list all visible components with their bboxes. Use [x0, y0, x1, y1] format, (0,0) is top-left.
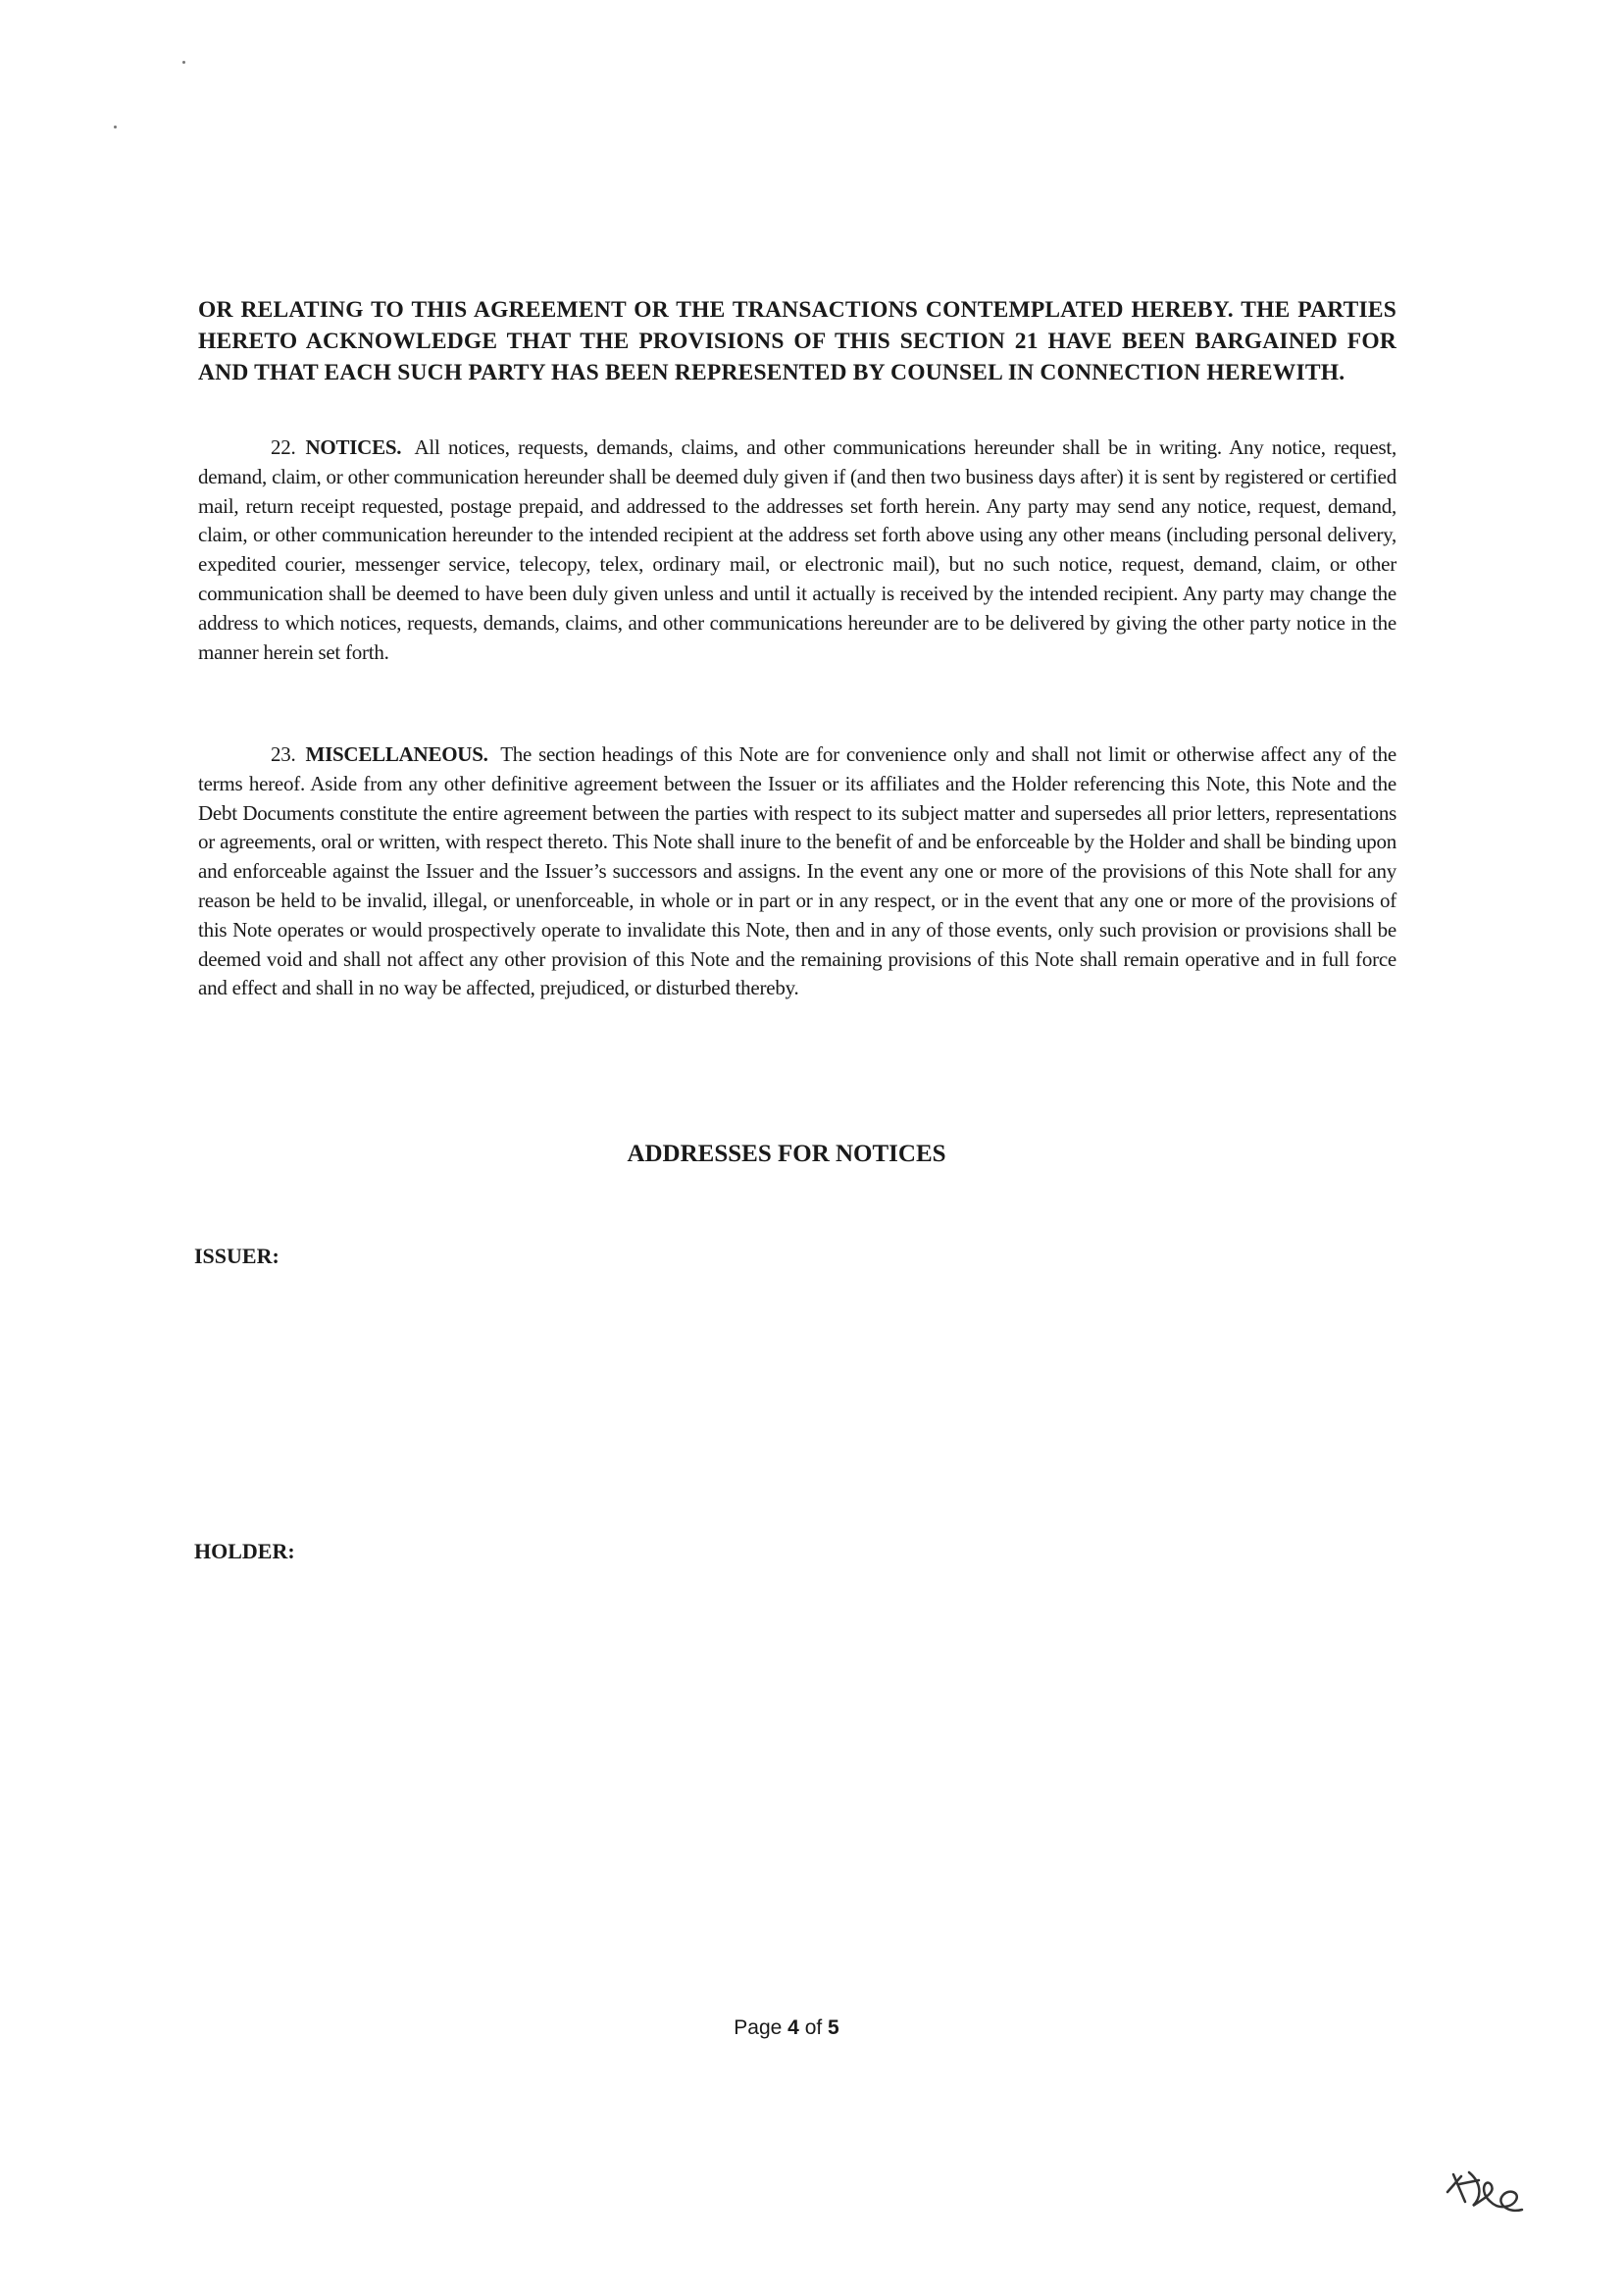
scan-speck: [114, 126, 117, 128]
page-current: 4: [787, 2016, 799, 2039]
section-heading: NOTICES.: [305, 435, 402, 459]
section-number: 23.: [271, 742, 296, 766]
page-of: of: [804, 2016, 823, 2039]
section-23-miscellaneous: [198, 740, 1396, 1003]
issuer-label: ISSUER:: [194, 1244, 279, 1268]
page-total: 5: [828, 2016, 839, 2039]
section-heading: MISCELLANEOUS.: [305, 742, 488, 766]
section-body: The section headings of this Note are for convenience only and shall not limit or otherwise affect any of the terms hereof. Aside from any other definitive agreement between the Issuer or its affiliates and the Holder referencing this Note, this Note and the Debt Documents constitute the entire agreement between the parties with respect to its subject matter and supersedes all prior letters, representations or agreements, oral or written, with respect thereto. This Note shall inure to the benefit of and be enforceable by the Holder and shall be binding upon and enforceable against the Issuer and the Issuer’s successors and assigns. In the event any one or more of the provisions of this Note shall for any reason be held to be invalid, illegal, or unenforceable, in whole or in part or in any respect, or in the event that any one or more of the provisions of this Note operates or would prospectively operate to invalidate this Note, then and in any of those events, only such provision or provisions shall be deemed void and shall not affect any other provision of this Note and the remaining provisions of this Note shall remain operative and in full force and effect and shall in no way be affected, prejudiced, or disturbed thereby.: [198, 742, 1397, 1000]
page-number: [0, 2016, 1573, 2040]
section-22-notices: [198, 433, 1396, 667]
page-word: Page: [734, 2016, 783, 2039]
section-number: 22.: [271, 435, 296, 459]
handwritten-initials: [1440, 2163, 1528, 2226]
section-body: All notices, requests, demands, claims, and other communications hereunder shall be in writing. Any notice, request, demand, claim, or other communication hereunder shall be deemed duly given if (and then two business days after) it is sent by registered or certified mail, return receipt requested, postage prepaid, and addressed to the addresses set forth herein. Any party may send any notice, request, demand, claim, or other communication hereunder to the intended recipient at the address set forth above using any other means (including personal delivery, expedited courier, messenger service, telecopy, telex, ordinary mail, or electronic mail), but no such notice, request, demand, claim, or other communication shall be deemed to have been duly given unless and until it actually is received by the intended recipient. Any party may change the address to which notices, requests, demands, claims, and other communications hereunder are to be delivered by giving the other party notice in the manner herein set forth.: [198, 435, 1397, 664]
scan-speck: [182, 61, 185, 64]
holder-label: HOLDER:: [194, 1539, 295, 1563]
addresses-heading: ADDRESSES FOR NOTICES: [627, 1141, 946, 1167]
initials-signature-icon: [1440, 2163, 1528, 2221]
continued-clause: OR RELATING TO THIS AGREEMENT OR THE TRANSACTIONS CONTEMPLATED HEREBY. THE PARTIES HERETO ACKNOWLEDGE THAT THE PROVISIONS OF THIS SECTION 21 HAVE BEEN BARGAINED FOR AND THAT EACH SUCH PARTY HAS BEEN REPRESENTED BY COUNSEL IN CONNECTION HEREWITH.: [198, 297, 1396, 385]
